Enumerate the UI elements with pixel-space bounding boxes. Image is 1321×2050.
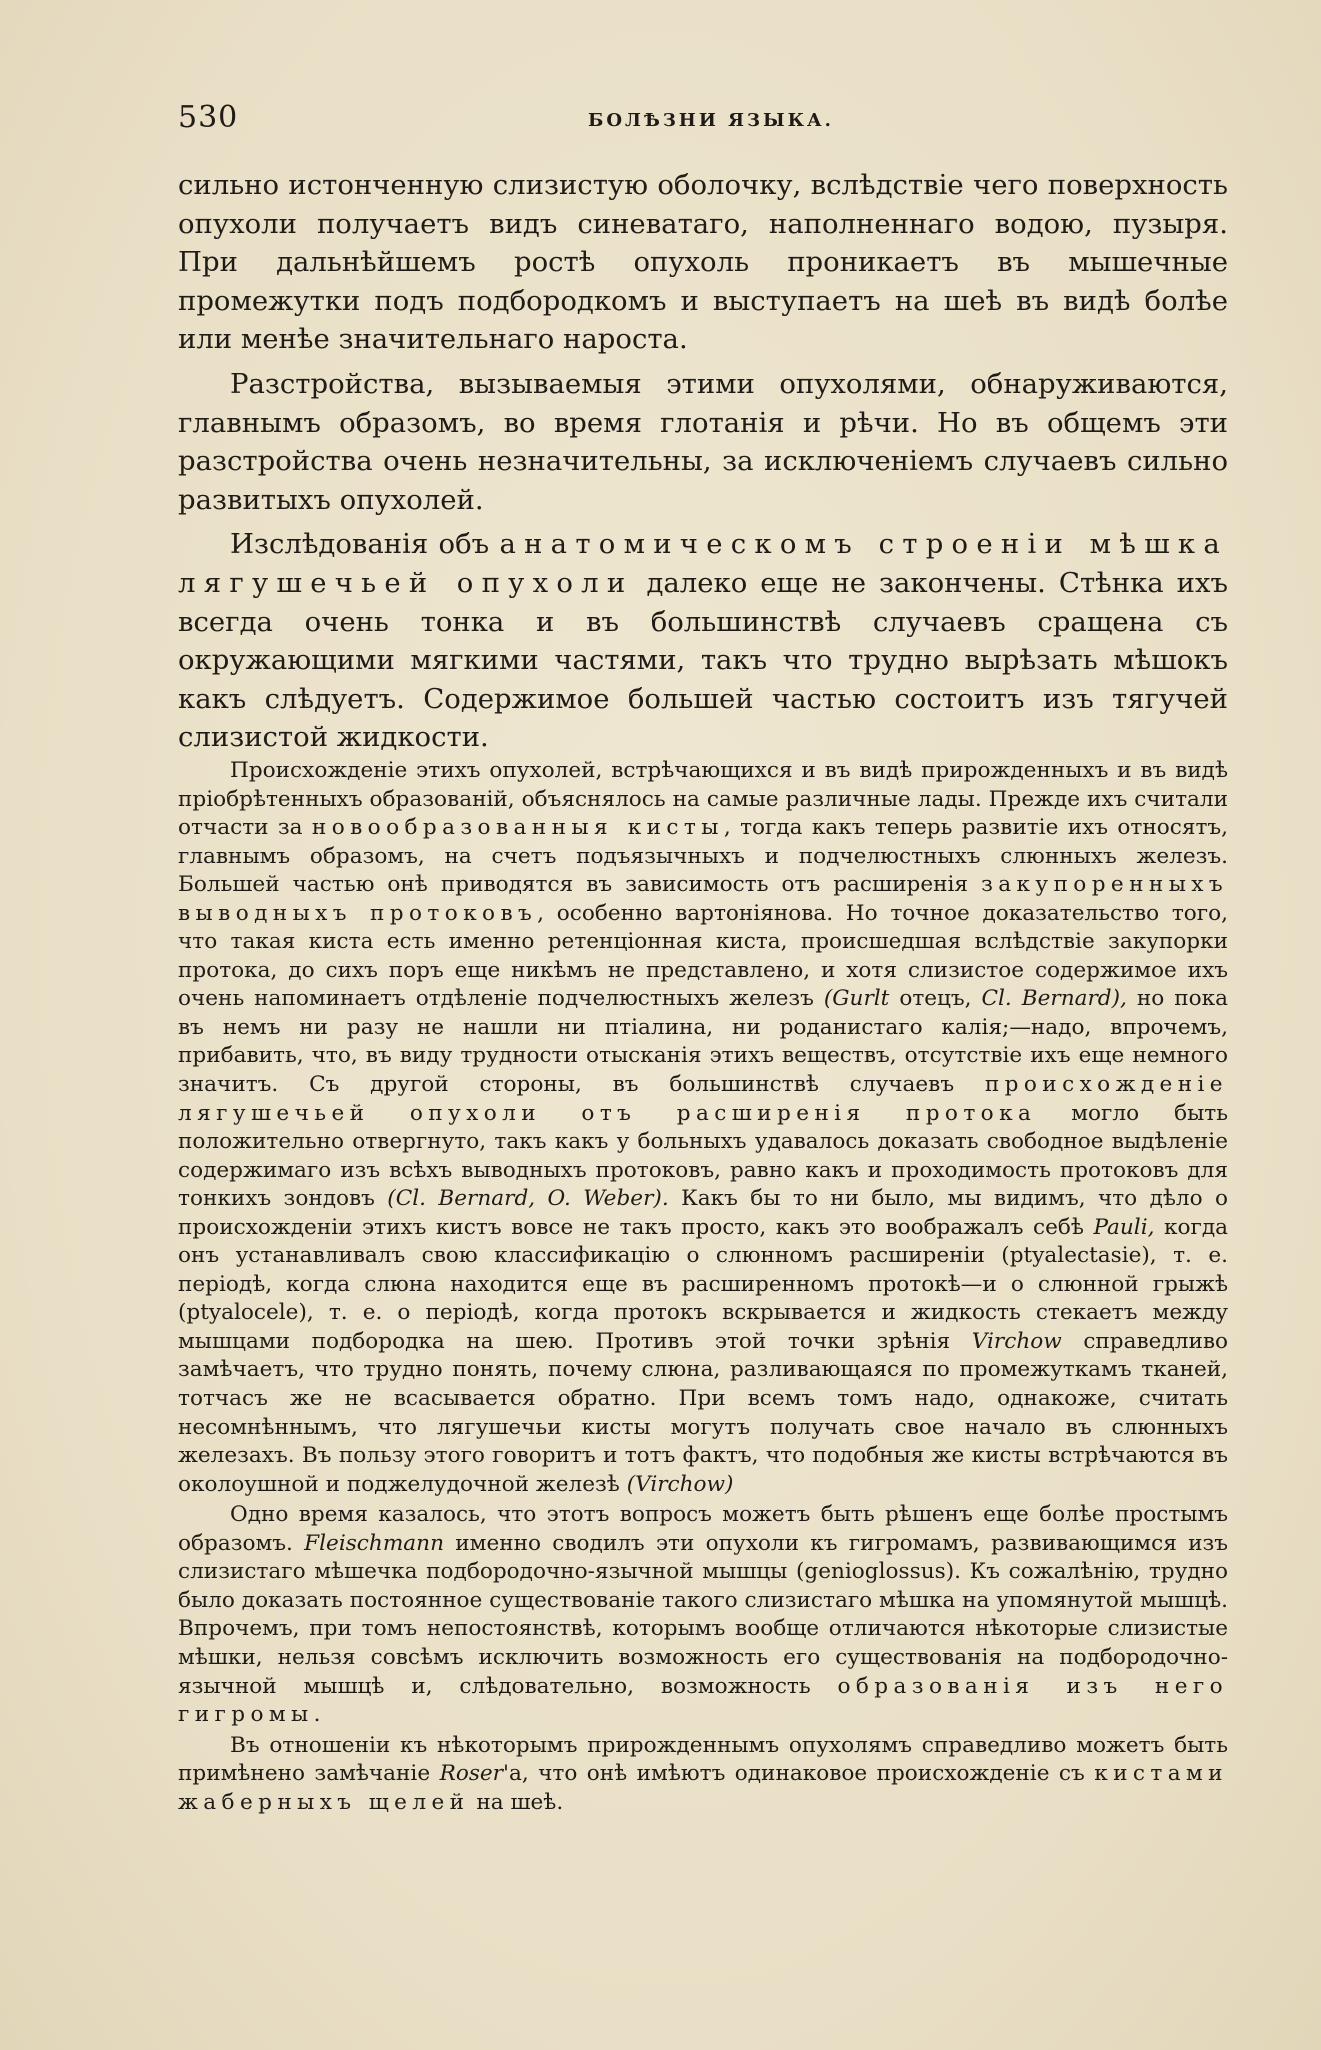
text-run: , особенно вартоніянова. Но точное доказательство того, что такая киста есть именно ретенціонная киста, происшедшая вслѣдствіе закупорки протока, до сихъ поръ еще никѣмъ не представлено, и хотя слизистое содержимое ихъ очень напоминаетъ отдѣленіе подчелюстныхъ железъ: [178, 900, 1228, 1012]
main-text: [178, 166, 1228, 763]
text-run: именно сводилъ эти опухоли къ гигромамъ, развивающимся изъ слизистаго мѣшечка подбородочно-язычной мышцы (genioglossus). Къ сожалѣнію, трудно было доказать постоянное существованіе такого слизистаго мѣшка на упомянутой мышцѣ. Впрочемъ, при томъ непостоянствѣ, которымъ вообще отличаются нѣкоторые слизистые мѣшки, нельзя совсѣмъ исключить возможность его существованія на подбородочно-язычной мышцѣ и, слѣдовательно, возможность: [178, 1530, 1228, 1699]
emphasis-run: кистами жаберныхъ щелей: [178, 1761, 1228, 1815]
text-run: отецъ,: [889, 986, 982, 1012]
p3-end: далеко еще не закончены. Стѣнка ихъ всегда очень тонка и въ большинствѣ случаевъ сращена съ окружающими мягкими частями, такъ что трудно вырѣзать мѣшокъ какъ слѣдуетъ. Содержимое большей частью состоитъ изъ тягучей слизистой жидкости.: [178, 566, 1228, 754]
citation: Cl. Bernard),: [981, 986, 1127, 1012]
text-run: но пока въ немъ ни разу не нашли ни птіалина, ни роданистаго калія;—надо, впрочемъ, прибавить, что, въ виду трудности отысканія этихъ веществъ, отсутствіе ихъ еще немного значитъ. Съ другой стороны, въ большинствѣ случаевъ: [178, 986, 1228, 1098]
text-run: когда онъ устанавливалъ свою классификацію о слюнномъ расширеніи (ptyalectasie), т. е. періодѣ, когда слюна находится еще въ расширенномъ протокѣ—и о слюнной грыжѣ (ptyalocele), т. е. o періодѣ, когда протокъ вскрывается и жидкость стекаетъ между мышцами подбородка на шею. Противъ этой точки зрѣнія: [178, 1214, 1228, 1354]
citation: Virchow: [971, 1328, 1062, 1354]
citation: Fleischmann: [304, 1530, 444, 1556]
small-paragraph-3: [178, 1732, 1228, 1818]
main-paragraph-1: сильно истонченную слизистую оболочку, вслѣдствіе чего поверхность опухоли получаетъ видъ синеватаго, наполненнаго водою, пузыря. При дальнѣйшемъ ростѣ опухоль проникаетъ въ мышечные промежутки подъ подбородкомъ и выступаетъ на шеѣ въ видѣ болѣе или менѣе значительнаго нароста.: [178, 169, 1228, 356]
citation: Roser: [439, 1761, 504, 1787]
text-run: 'а, что онѣ имѣютъ одинаковое происхожденіе съ: [503, 1761, 1095, 1787]
text-run: Какъ бы то ни было, мы видимъ, что дѣло о происхожденіи этихъ кистъ вовсе не такъ просто, какъ это воображалъ себѣ: [178, 1186, 1228, 1240]
text-run: Происхожденіе этихъ опухолей, встрѣчающихся и въ видѣ прирожденныхъ и въ видѣ пріобрѣтенныхъ образованій, объяснялось на самые различные лады. Прежде ихъ считали отчасти за: [178, 758, 1228, 841]
citation: (Gurlt: [823, 986, 890, 1012]
small-paragraph-2: [178, 1501, 1228, 1729]
running-head: [178, 100, 1228, 140]
text-run: , тогда какъ теперь развитіе ихъ относятъ, главнымъ образомъ, на счетъ подъязычныхъ и подчелюстныхъ слюнныхъ железъ. Большей частью онѣ приводятся въ зависимость отъ расширенія: [178, 815, 1228, 898]
small-print-block: [178, 757, 1228, 1819]
p3-start: Изслѣдованія объ: [230, 528, 500, 561]
emphasis-run: образованія изъ него гигромы: [178, 1673, 1228, 1728]
text-run: справедливо замѣчаетъ, что трудно понять, почему слюна, разливающаяся по промежуткамъ тканей, тотчасъ же не всасывается обратно. При всемъ томъ надо, однакоже, считать несомнѣннымъ, что лягушечьи кисты могутъ получать свое начало въ слюнныхъ железахъ. Въ пользу этого говоритъ и тотъ фактъ, что подобныя же кисты встрѣчаются въ околоушной и поджелудочной железѣ: [178, 1328, 1229, 1497]
text-run: Одно время казалось, что этотъ вопросъ можетъ быть рѣшенъ еще болѣе простымъ образомъ.: [178, 1502, 1228, 1556]
small-paragraph-1: [178, 757, 1228, 1499]
page-number: 530: [178, 100, 239, 135]
emphasis-run: закупоренныхъ выводныхъ протоковъ: [178, 872, 1228, 926]
text-run: могло быть положительно отвергнуто, такъ какъ у больныхъ удавалось доказать свободное выдѣленіе содержимаго изъ всѣхъ выводныхъ протоковъ, равно какъ и проходимость протоковъ для тонкихъ зондовъ: [178, 1100, 1228, 1212]
emphasis-run: новообразованныя кисты: [311, 815, 724, 841]
main-paragraph-2: Разстройства, вызываемыя этими опухолями, обнаруживаются, главнымъ образомъ, во время глотанія и рѣчи. Но въ общемъ эти разстройства очень незначительны, за исключеніемъ случаевъ сильно развитыхъ опухолей.: [178, 367, 1228, 516]
text-run: .: [313, 1702, 321, 1728]
p3-emphasis: анатомическомъ строеніи мѣшка лягушечьей опухоли: [178, 528, 1228, 599]
running-title: БОЛѢЗНИ ЯЗЫКА.: [588, 110, 834, 131]
main-paragraph-3: [178, 525, 1228, 757]
text-run: на шеѣ.: [469, 1789, 564, 1815]
text-run: Въ отношеніи къ нѣкоторымъ прирожденнымъ опухолямъ справедливо можетъ быть примѣнено замѣчаніе: [178, 1732, 1228, 1787]
emphasis-run: происхожденіе лягушечьей опухоли отъ расширенія протока: [178, 1072, 1228, 1126]
citation: Pauli,: [1093, 1214, 1155, 1240]
citation: (Virchow): [626, 1471, 734, 1497]
citation: (Cl. Bernard, O. Weber).: [387, 1186, 669, 1212]
